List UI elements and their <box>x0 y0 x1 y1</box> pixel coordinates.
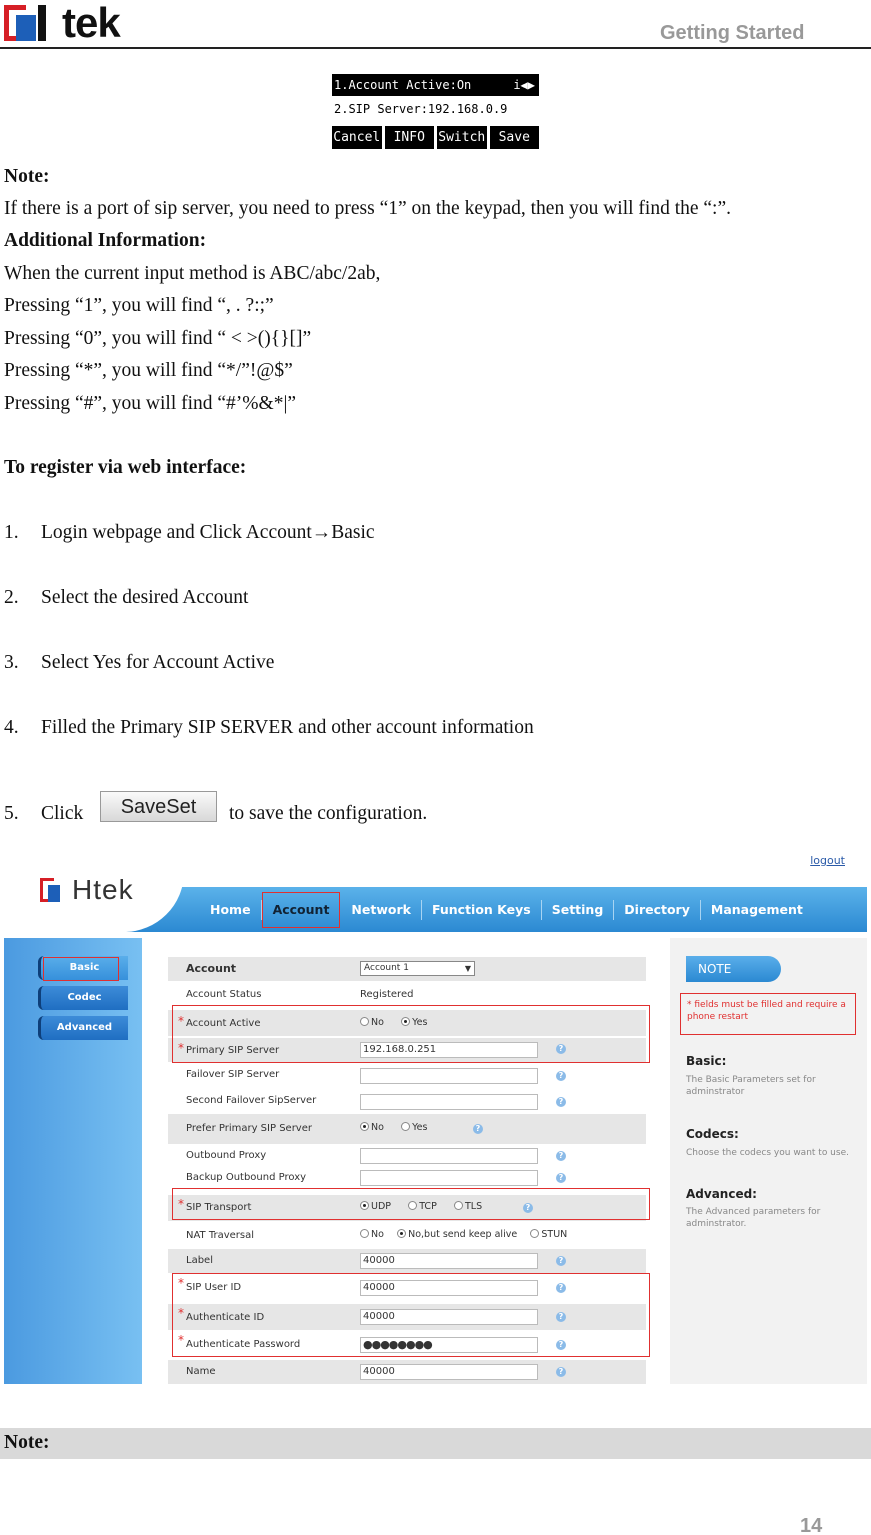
pressing-1-text: Pressing “1”, you will find “, . ?:;” <box>4 295 274 316</box>
transport-tcp[interactable]: TCP <box>408 1201 437 1212</box>
account-row: Account Account 1 ▼ <box>168 957 646 981</box>
sip-transport-row: * SIP Transport UDP TCP TLS ? <box>168 1195 646 1221</box>
basic-help-text: The Basic Parameters set for adminstrator <box>686 1075 816 1097</box>
prefer-primary-row: Prefer Primary SIP Server No Yes ? <box>168 1114 646 1144</box>
basic-help-heading: Basic: <box>686 1054 727 1068</box>
step-5-text-before: Click <box>41 803 84 824</box>
nav-home[interactable]: Home <box>200 900 262 920</box>
input-method-text: When the current input method is ABC/abc/2ab, <box>4 263 381 284</box>
web-register-heading: To register via web interface: <box>4 457 247 478</box>
note-heading: Note: <box>4 166 50 187</box>
nav-setting[interactable]: Setting <box>542 900 615 920</box>
nat-keep-alive[interactable]: No,but send keep alive <box>397 1229 517 1240</box>
web-interface-screenshot <box>4 851 867 1384</box>
help-icon[interactable]: ? <box>556 1256 566 1266</box>
saveset-button[interactable]: SaveSet <box>100 791 217 822</box>
account-active-row: * Account Active No Yes <box>168 1010 646 1036</box>
auth-id-row: * Authenticate ID 40000 ? <box>168 1304 646 1330</box>
additional-info-heading: Additional Information: <box>4 230 207 251</box>
softkey-switch: Switch <box>437 126 487 149</box>
help-icon[interactable]: ? <box>556 1097 566 1107</box>
header-divider <box>0 47 871 49</box>
failover-input[interactable] <box>360 1068 538 1084</box>
prefer-primary-yes[interactable]: Yes <box>401 1122 427 1133</box>
help-icon[interactable]: ? <box>556 1283 566 1293</box>
highlight-credentials <box>172 1273 650 1357</box>
help-icon[interactable]: ? <box>556 1312 566 1322</box>
auth-password-input[interactable]: ●●●●●●●● <box>360 1337 538 1353</box>
primary-sip-input[interactable]: 192.168.0.251 <box>360 1042 538 1058</box>
step-1-text: Login webpage and Click Account→Basic <box>41 522 375 543</box>
label-input[interactable]: 40000 <box>360 1253 538 1269</box>
step-5-number: 5. <box>4 803 19 824</box>
note-tab: NOTE <box>686 956 781 982</box>
second-failover-input[interactable] <box>360 1094 538 1110</box>
help-icon[interactable]: ? <box>556 1340 566 1350</box>
failover-row: Failover SIP Server ? <box>168 1066 646 1086</box>
page-number: 14 <box>800 1515 823 1535</box>
prefer-primary-no[interactable]: No <box>360 1122 384 1133</box>
backup-outbound-input[interactable] <box>360 1170 538 1186</box>
help-icon[interactable]: ? <box>556 1367 566 1377</box>
help-icon[interactable]: ? <box>473 1124 483 1134</box>
codecs-help-text: Choose the codecs you want to use. <box>686 1148 849 1158</box>
note-body: If there is a port of sip server, you need to press “1” on the keypad, then you will find the “:”. <box>4 198 732 219</box>
step-3-number: 3. <box>4 652 19 673</box>
help-icon[interactable]: ? <box>556 1151 566 1161</box>
account-select[interactable]: Account 1 ▼ <box>360 961 475 976</box>
web-htek-logo: Htek <box>40 875 134 905</box>
page-header <box>0 0 871 50</box>
outbound-proxy-input[interactable] <box>360 1148 538 1164</box>
logout-link[interactable]: logout <box>810 854 845 867</box>
lcd-line-2: 2.SIP Server:192.168.0.9 <box>334 102 508 116</box>
basic-highlight <box>43 957 119 981</box>
web-note-panel <box>670 938 867 1384</box>
nav-network[interactable]: Network <box>341 900 422 920</box>
step-3-text: Select Yes for Account Active <box>41 652 275 673</box>
second-failover-row: Second Failover SipServer ? <box>168 1092 646 1112</box>
nat-traversal-row: NAT Traversal No No,but send keep alive STUN <box>186 1229 568 1241</box>
nat-no[interactable]: No <box>360 1229 384 1240</box>
input-indicator-icon: i◀▶ <box>513 78 535 92</box>
softkey-info: INFO <box>385 126 435 149</box>
nat-stun[interactable]: STUN <box>530 1229 567 1240</box>
transport-udp[interactable]: UDP <box>360 1201 391 1212</box>
bottom-note-heading: Note: <box>4 1432 50 1453</box>
label-row: Label 40000 ? <box>168 1249 646 1273</box>
section-title: Getting Started <box>660 22 805 44</box>
account-active-yes[interactable]: Yes <box>401 1017 427 1028</box>
primary-sip-row: * Primary SIP Server 192.168.0.251 ? <box>168 1038 646 1062</box>
select-arrow-icon: ▼ <box>464 964 471 973</box>
transport-tls[interactable]: TLS <box>454 1201 482 1212</box>
auth-password-row: * Authenticate Password ●●●●●●●● ? <box>168 1333 646 1357</box>
note-bar <box>0 1428 871 1459</box>
web-sidebar <box>4 938 142 1384</box>
highlight-transport <box>172 1188 650 1220</box>
advanced-help-heading: Advanced: <box>686 1187 757 1201</box>
auth-id-input[interactable]: 40000 <box>360 1309 538 1325</box>
account-active-no[interactable]: No <box>360 1017 384 1028</box>
step-4-number: 4. <box>4 717 19 738</box>
step-2-number: 2. <box>4 587 19 608</box>
name-input[interactable]: 40000 <box>360 1364 538 1380</box>
main-nav <box>200 887 813 932</box>
backup-outbound-row: Backup Outbound Proxy ? <box>168 1168 646 1188</box>
account-status-value: Registered <box>360 989 414 1000</box>
required-fields-warning: * fields must be filled and require a phone restart <box>680 993 856 1035</box>
help-icon[interactable]: ? <box>556 1173 566 1183</box>
lcd-line-1: 1.Account Active:On i◀▶ <box>332 74 539 96</box>
help-icon[interactable]: ? <box>556 1071 566 1081</box>
lcd-softkeys <box>332 126 539 149</box>
sip-user-input[interactable]: 40000 <box>360 1280 538 1296</box>
step-2-text: Select the desired Account <box>41 587 249 608</box>
name-row: Name 40000 ? <box>168 1360 646 1384</box>
outbound-proxy-row: Outbound Proxy ? <box>168 1146 646 1166</box>
highlight-active-server <box>172 1005 650 1063</box>
step-1-number: 1. <box>4 522 19 543</box>
phone-lcd-screen <box>332 74 539 149</box>
codecs-help-heading: Codecs: <box>686 1127 739 1141</box>
softkey-save: Save <box>490 126 540 149</box>
account-status-row: Account Status Registered <box>186 989 414 1000</box>
logo-mark-icon <box>4 5 60 41</box>
advanced-help-text: The Advanced parameters for adminstrator. <box>686 1207 821 1229</box>
sidebar-item-advanced[interactable]: Advanced <box>38 1016 128 1040</box>
nav-account[interactable]: Account <box>262 892 341 928</box>
nav-management[interactable]: Management <box>710 901 803 917</box>
nav-function-keys[interactable]: Function Keys <box>422 900 542 920</box>
step-4-text: Filled the Primary SIP SERVER and other account information <box>41 717 534 738</box>
sidebar-item-codec[interactable]: Codec <box>38 986 128 1010</box>
sip-user-row: * SIP User ID 40000 ? <box>168 1276 646 1300</box>
sidebar-item-basic[interactable]: Basic <box>38 956 128 980</box>
pressing-hash-text: Pressing “#”, you will find “#’%&*|” <box>4 393 297 414</box>
help-icon[interactable]: ? <box>556 1044 566 1054</box>
help-icon[interactable]: ? <box>523 1203 533 1213</box>
pressing-0-text: Pressing “0”, you will find “ < >(){}[]” <box>4 328 312 349</box>
htek-logo <box>4 0 120 46</box>
web-logo-mark-icon <box>40 878 70 902</box>
nav-directory[interactable]: Directory <box>614 900 701 920</box>
step-5-text-after: to save the configuration. <box>229 803 428 824</box>
account-form <box>148 938 668 1384</box>
logo-text: tek <box>62 0 120 46</box>
pressing-star-text: Pressing “*”, you will find “*/”!@$” <box>4 360 293 381</box>
softkey-cancel: Cancel <box>332 126 382 149</box>
